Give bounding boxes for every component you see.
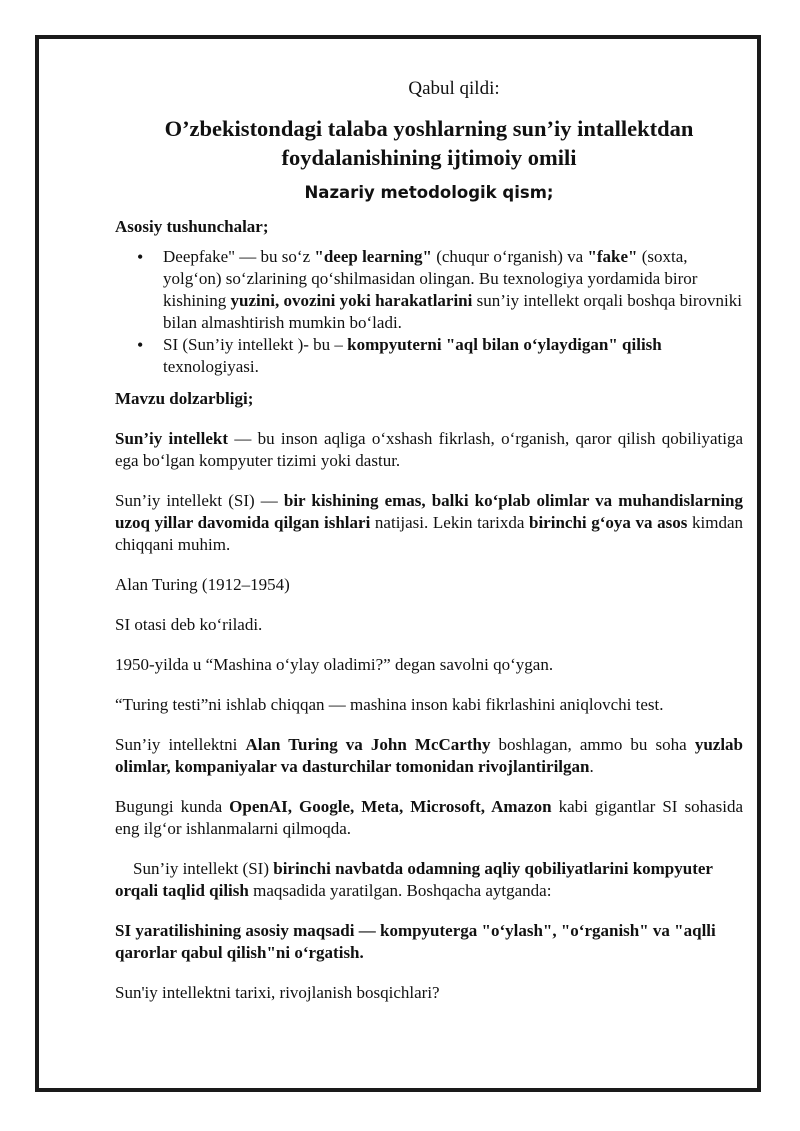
relevance-heading: Mavzu dolzarbligi; xyxy=(115,389,254,408)
paragraph-turing-name: Alan Turing (1912–1954) xyxy=(115,575,290,594)
list-item-deepfake xyxy=(163,246,743,334)
concepts-list xyxy=(115,246,743,378)
paragraph-origin xyxy=(115,490,743,556)
paragraph-definition xyxy=(115,428,743,472)
paragraph-purpose xyxy=(115,858,743,902)
text-run: natijasi. Lekin tarixda xyxy=(370,513,529,532)
bold-run: "deep learning" xyxy=(314,247,432,266)
text-run: Sun’iy intellekt (SI) xyxy=(133,859,274,878)
bold-run: Alan Turing va John McCarthy xyxy=(245,735,491,754)
text-run: — bu inson aqliga o‘xshash fikrlash, o‘rganish, qaror qilish qobiliyatiga ega bo‘lgan kompyuter tizimi yoki dastur. xyxy=(115,429,743,470)
paragraph-turing-question: 1950-yilda u “Mashina o‘ylay oladimi?” degan savolni qo‘ygan. xyxy=(115,655,554,674)
bold-run: yuzini, ovozini yoki harakatlarini xyxy=(230,291,473,310)
paragraph-companies xyxy=(115,796,743,840)
paragraph-founders xyxy=(115,734,743,778)
bold-run: yuzlab olimlar, kompaniyalar va dasturchilar tomonidan rivojlantirilgan xyxy=(115,735,743,776)
document-body xyxy=(115,78,743,1022)
bold-run: OpenAI, Google, Meta, Microsoft, Amazon xyxy=(229,797,552,816)
text-run: sun’iy intellekt orqali boshqa birovniki bilan almashtirish mumkin bo‘ladi. xyxy=(163,291,742,332)
document-subtitle: Nazariy metodologik qism; xyxy=(304,183,554,202)
bold-run: bir kishining emas, balki ko‘plab olimlar va muhandislarning uzoq yillar davomida qilgan ishlari xyxy=(115,491,743,532)
received-label: Qabul qildi: xyxy=(408,78,500,99)
list-item-si xyxy=(163,334,743,378)
paragraph-history-question: Sun'iy intellektni tarixi, rivojlanish bosqichlari? xyxy=(115,983,440,1002)
paragraph-turing-test: “Turing testi”ni ishlab chiqqan — mashina inson kabi fikrlashini aniqlovchi test. xyxy=(115,695,664,714)
text-run: boshlagan, ammo bu soha xyxy=(490,735,695,754)
bold-run: kompyuterni "aql bilan o‘ylaydigan" qilish xyxy=(347,335,662,354)
paragraph-main-goal xyxy=(115,920,743,964)
text-run: Sun’iy intellekt (SI) — xyxy=(115,491,284,510)
text-run: (chuqur o‘rganish) va xyxy=(431,247,588,266)
bold-run: "fake" xyxy=(587,247,638,266)
text-run: . xyxy=(589,757,594,776)
text-run: texnologiyasi. xyxy=(163,357,259,376)
text-run: maqsadida yaratilgan. Boshqacha aytganda: xyxy=(248,881,552,900)
text-run: Sun’iy intellektni xyxy=(115,735,246,754)
text-run: Bugungi kunda xyxy=(115,797,230,816)
text-run: SI (Sun’iy intellekt )- bu – xyxy=(163,335,348,354)
concepts-heading: Asosiy tushunchalar; xyxy=(115,217,269,236)
paragraph-turing-father: SI otasi deb ko‘riladi. xyxy=(115,615,263,634)
text-run: kimdan chiqqani muhim. xyxy=(115,513,744,554)
text-run: Deepfake" — bu so‘z xyxy=(163,247,315,266)
bold-run: birinchi g‘oya va asos xyxy=(529,513,688,532)
text-run: (soxta, yolg‘on) so‘zlarining qo‘shilmasidan olingan. Bu texnologiya yordamida biror kishining xyxy=(163,247,698,310)
document-title: O’zbekistondagi talaba yoshlarning sun’iy intallektdan foydalanishining ijtimoiy omili xyxy=(164,116,694,170)
bold-run: SI yaratilishining asosiy maqsadi — kompyuterga "o‘ylash", "o‘rganish" va "aqlli qarorlar qabul qilish"ni o‘rgatish. xyxy=(115,921,716,962)
bold-run: birinchi navbatda odamning aqliy qobiliyatlarini kompyuter orqali taqlid qilish xyxy=(115,859,713,900)
text-run: kabi gigantlar SI sohasida eng ilg‘or ishlanmalarni qilmoqda. xyxy=(115,797,744,838)
bold-run: Sun’iy intellekt xyxy=(115,429,229,448)
